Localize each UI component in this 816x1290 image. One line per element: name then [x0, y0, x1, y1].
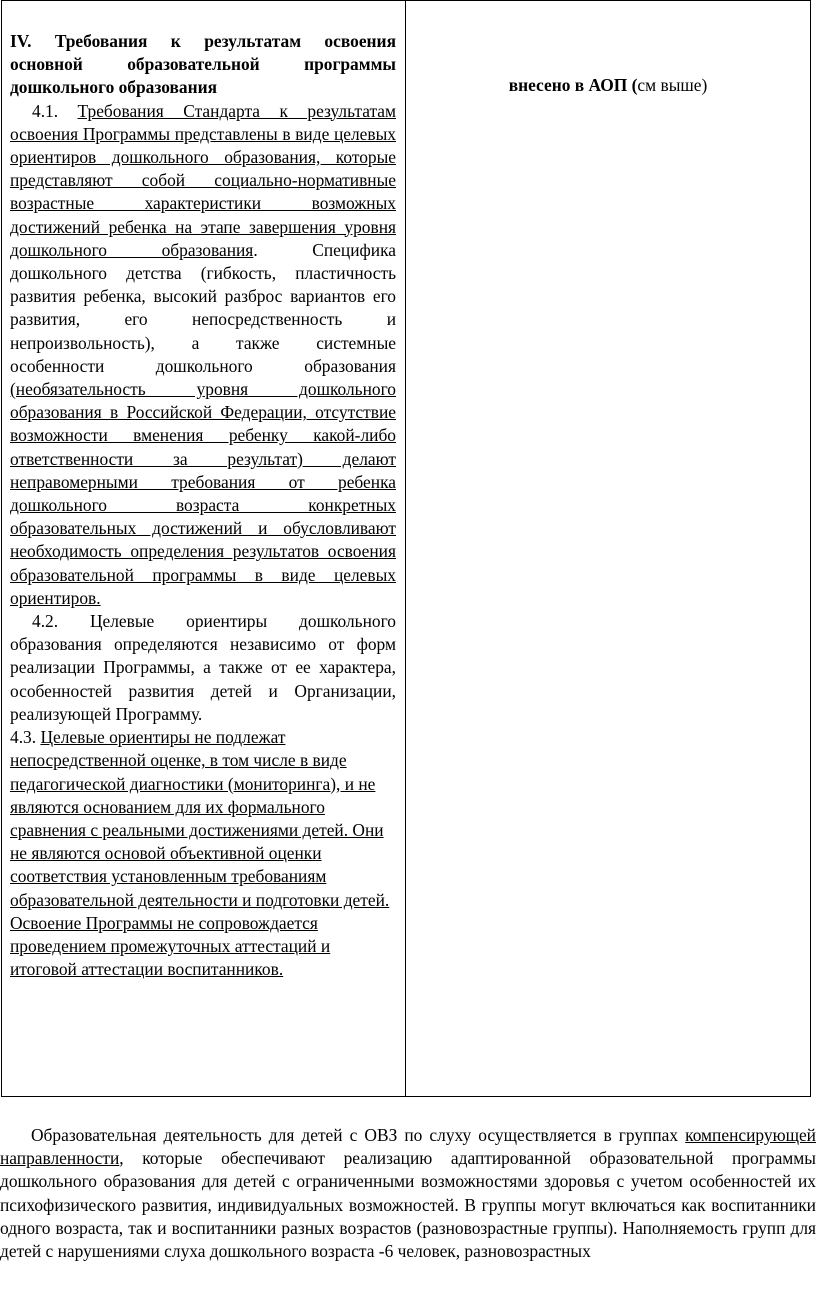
table-right-cell [406, 1, 810, 1096]
paragraph-4-1-number: 4.1. [32, 100, 78, 121]
paragraph-4-1 [10, 100, 396, 610]
paragraph-4-1-underlined-2: (необязательность уровня дошкольного образования в Российской Федерации, отсутствие возможности вменения ребенку какой-либо ответственности за результат) делают неправомерными требования от ребенка дошкольного возраста конкретных образовательных достижений и обусловливают необходимость определения результатов освоения образовательной программы в виде целевых ориентиров. [10, 379, 396, 608]
paragraph-4-3 [10, 726, 396, 981]
right-cell-bold-text: внесено в АОП ( [508, 75, 638, 95]
body-text-1: Образовательная деятельность для детей с ОВЗ по слуху осуществляется в группах [31, 1125, 686, 1145]
table-left-cell [2, 1, 406, 1096]
paragraph-4-3-underlined: Целевые ориентиры не подлежат непосредственной оценке, в том числе в виде педагогической диагностики (мониторинга), и не являются основанием для их формального сравнения с реальными достижениями детей. Они не являются основой объективной оценки соответствия установленным требованиям образовательной деятельности и подготовки детей. Освоение Программы не сопровождается проведением промежуточных аттестаций и итоговой аттестации воспитанников. [10, 727, 390, 980]
paragraph-4-2: 4.2. Целевые ориентиры дошкольного образования определяются независимо от форм реализации Программы, а также от ее характера, особенностей развития детей и Организации, реализующей Программу. [10, 611, 396, 724]
requirements-table [1, 0, 811, 1097]
body-paragraph [0, 1124, 816, 1263]
paragraph-4-1-underlined-1: Требования Стандарта к результатам освоения Программы представлены в виде целевых ориентиров дошкольного образования, которые представляют собой социально-нормативные возрастные характеристики возможных достижений ребенка на этапе завершения уровня дошкольного образования [10, 100, 396, 260]
paragraph-4-3-number: 4.3. [10, 727, 41, 748]
right-cell-normal-text: см выше) [637, 75, 708, 95]
section-heading: IV. Требования к результатам освоения основной образовательной программы дошкольного образования [10, 31, 396, 98]
body-underlined: компенсирующей направленности [0, 1125, 816, 1169]
paragraph-4-1-text: . Специфика дошкольного детства (гибкость, пластичность развития ребенка, высокий разброс вариантов его развития, его непосредственность и непроизвольность), а также системные особенности дошкольного образования [10, 239, 396, 376]
body-text-2: , которые обеспечивают реализацию адаптированной образовательной программы дошкольного образования для детей с ограниченными возможностями здоровья с учетом особенностей их психофизического развития, индивидуальных возможностей. В группы могут включаться как воспитанники одного возраста, так и воспитанники разных возрастов (разновозрастные группы). Наполняемость групп для детей с нарушениями слуха дошкольного возраста -6 человек, разновозрастных [0, 1148, 816, 1262]
